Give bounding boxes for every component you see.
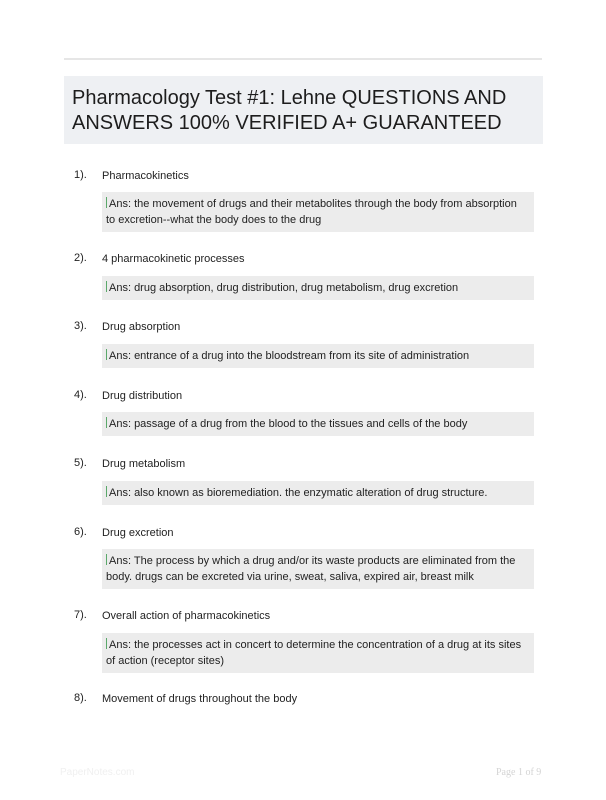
question-item bbox=[72, 168, 542, 226]
question-item bbox=[72, 608, 542, 667]
answer-box bbox=[102, 481, 534, 505]
question-row bbox=[72, 319, 542, 335]
answer-box bbox=[102, 344, 534, 368]
answer-text: Ans: entrance of a drug into the bloodstream from its site of administration bbox=[109, 350, 470, 362]
question-text: Overall action of pharmacokinetics bbox=[102, 610, 271, 622]
title-banner bbox=[64, 76, 543, 144]
top-divider bbox=[64, 58, 542, 60]
question-number: 6). bbox=[74, 526, 87, 538]
question-row bbox=[72, 388, 542, 404]
question-text: Drug excretion bbox=[102, 527, 174, 539]
question-row bbox=[72, 691, 542, 707]
answer-box bbox=[102, 633, 534, 673]
question-number: 5). bbox=[74, 457, 87, 469]
answer-box bbox=[102, 192, 534, 232]
answer-marker bbox=[106, 349, 107, 360]
answer-text: Ans: the movement of drugs and their metabolites through the body from absorption to excretion--what the body does to the drug bbox=[106, 198, 517, 226]
answer-text: Ans: also known as bioremediation. the enzymatic alteration of drug structure. bbox=[109, 487, 488, 499]
question-number: 3). bbox=[74, 320, 87, 332]
question-item bbox=[72, 251, 542, 294]
question-item bbox=[72, 456, 542, 499]
question-text: Drug metabolism bbox=[102, 458, 186, 470]
answer-marker bbox=[106, 554, 107, 565]
answer-marker bbox=[106, 197, 107, 208]
question-number: 7). bbox=[74, 609, 87, 621]
answer-box bbox=[102, 412, 534, 436]
question-item bbox=[72, 525, 542, 583]
question-number: 1). bbox=[74, 169, 87, 181]
question-item bbox=[72, 319, 542, 362]
footer-watermark: PaperNotes.com bbox=[60, 767, 135, 778]
question-number: 2). bbox=[74, 252, 87, 264]
answer-box bbox=[102, 276, 534, 300]
answer-marker bbox=[106, 486, 107, 497]
question-text: Drug distribution bbox=[102, 390, 183, 402]
answer-marker bbox=[106, 281, 107, 292]
question-row bbox=[72, 168, 542, 184]
answer-text: Ans: The process by which a drug and/or its waste products are eliminated from the body. drugs can be excreted via urine, sweat, saliva, expired air, breast milk bbox=[106, 555, 516, 583]
answer-text: Ans: passage of a drug from the blood to the tissues and cells of the body bbox=[109, 418, 468, 430]
question-text: 4 pharmacokinetic processes bbox=[102, 253, 245, 265]
question-row bbox=[72, 251, 542, 267]
question-item bbox=[72, 388, 542, 430]
question-number: 4). bbox=[74, 389, 87, 401]
answer-box bbox=[102, 549, 534, 589]
answer-marker bbox=[106, 638, 107, 649]
question-row bbox=[72, 456, 542, 472]
answer-marker bbox=[106, 417, 107, 428]
question-text: Pharmacokinetics bbox=[102, 170, 189, 182]
page-title: Pharmacology Test #1: Lehne QUESTIONS AND ANSWERS 100% VERIFIED A+ GUARANTEED bbox=[72, 87, 507, 134]
answer-text: Ans: drug absorption, drug distribution, drug metabolism, drug excretion bbox=[109, 282, 459, 294]
answer-text: Ans: the processes act in concert to determine the concentration of a drug at its sites of action (receptor sites) bbox=[106, 639, 522, 667]
question-row bbox=[72, 608, 542, 624]
question-item bbox=[72, 691, 542, 707]
question-text: Movement of drugs throughout the body bbox=[102, 693, 298, 705]
question-row bbox=[72, 525, 542, 541]
page-number: Page 1 of 9 bbox=[496, 767, 542, 778]
question-text: Drug absorption bbox=[102, 321, 181, 333]
question-number: 8). bbox=[74, 692, 87, 704]
